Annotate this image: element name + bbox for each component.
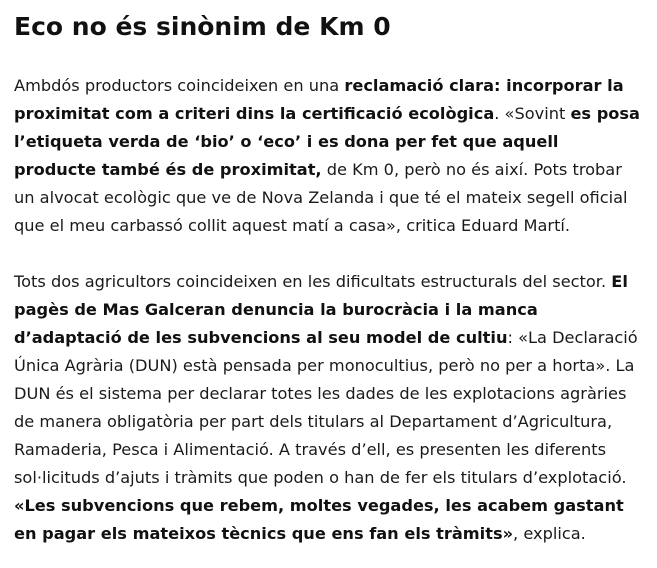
- paragraph1-text-2: . «Sovint: [494, 104, 571, 123]
- paragraph2-text-2: : «La Declaració Única Agrària (DUN) està pensada per monocultius, però no per a horta». La DUN és el sistema per declarar totes les dades de les explotacions agràries de manera obligatòria per part dels titulars al Departament d’Agricultura, Ramaderia, Pesca i Alimentació. A través d’ell, es presenten les diferents sol·licituds d’ajuts i tràmits que poden o han de fer els titulars d’explotació.: [14, 328, 638, 487]
- paragraph1-bold-claim: reclamació clara: incorporar la proximitat com a criteri dins la certificació ecològica: [14, 76, 624, 123]
- paragraph2-bold-complaint: El pagès de Mas Galceran denuncia la burocràcia i la manca d’adaptació de les subvencions al seu model de cultiu: [14, 272, 628, 347]
- paragraph2-bold-quote: «Les subvencions que rebem, moltes vegades, les acabem gastant en pagar els mateixos tècnics que ens fan els tràmits»: [14, 496, 624, 543]
- paragraph1-bold-quote: es posa l’etiqueta verda de ‘bio’ o ‘eco’ i es dona per fet que aquell producte també és de proximitat,: [14, 104, 640, 179]
- paragraph2-text-1: Tots dos agricultors coincideixen en les dificultats estructurals del sector.: [14, 272, 612, 291]
- paragraph-proximity: [14, 72, 643, 240]
- paragraph1-text-3: de Km 0, però no és així. Pots trobar un alvocat ecològic que ve de Nova Zelanda i que té el mateix segell oficial que el meu carbassó collit aquest matí a casa», critica Eduard Martí.: [14, 160, 628, 235]
- paragraph2-text-3: , explica.: [513, 524, 586, 543]
- paragraph-bureaucracy: [14, 268, 643, 548]
- article-heading: Eco no és sinònim de Km 0: [14, 12, 391, 41]
- paragraph1-text-1: Ambdós productors coincideixen en una: [14, 76, 345, 95]
